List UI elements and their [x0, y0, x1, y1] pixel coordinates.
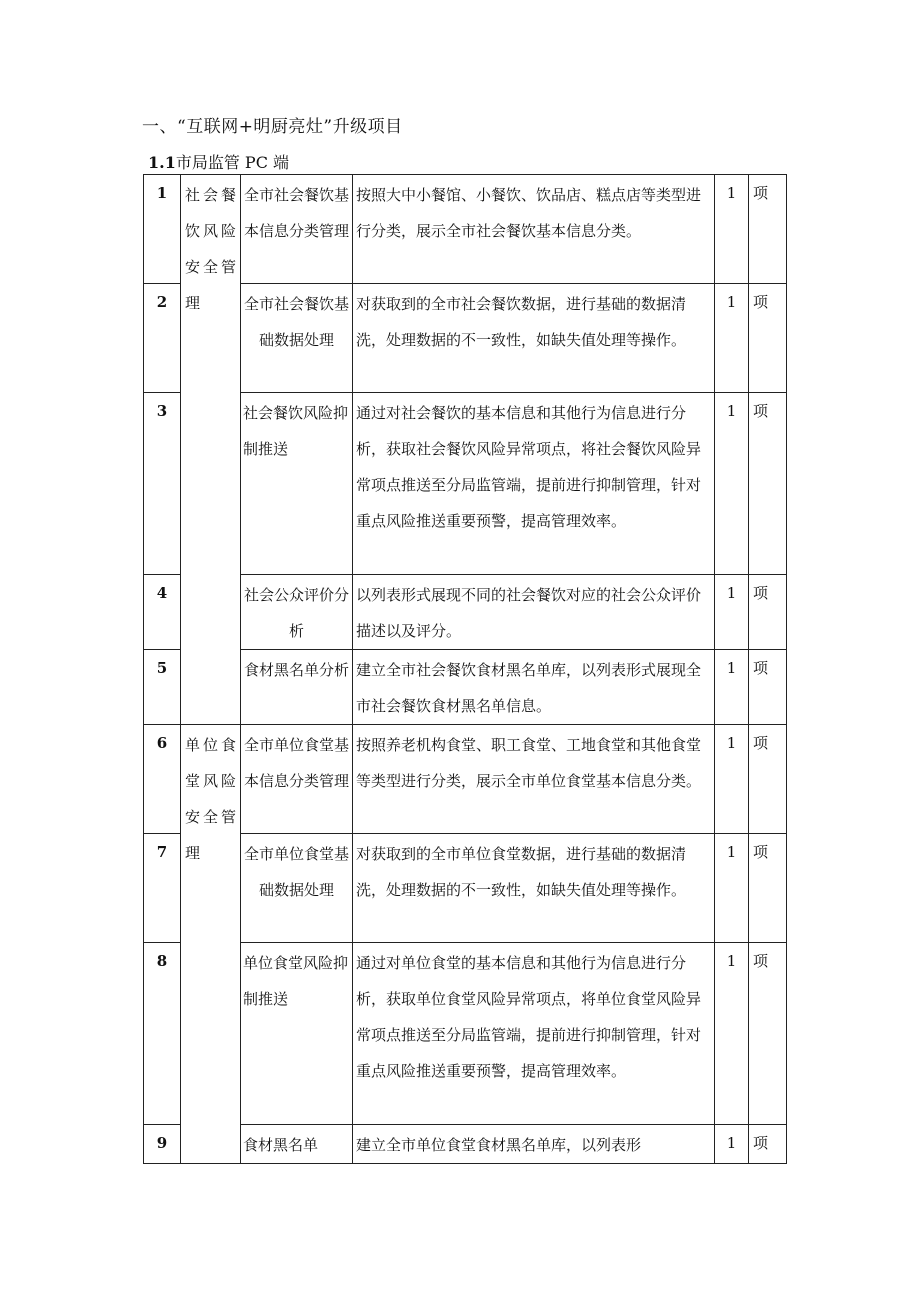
- item-name: 全市单位食堂基本信息分类管理: [241, 725, 353, 834]
- item-quantity: 1: [715, 725, 749, 834]
- item-description: 通过对单位食堂的基本信息和其他行为信息进行分析，获取单位食堂风险异常项点，将单位食堂风险异常项点推送至分局监管端，提前进行抑制管理，针对重点风险推送重要预警，提高管理效率。: [353, 943, 715, 1125]
- item-description: 对获取到的全市单位食堂数据，进行基础的数据清洗，处理数据的不一致性，如缺失值处理等操作。: [353, 834, 715, 943]
- subsection-heading: [148, 150, 289, 173]
- item-unit: 项: [749, 393, 787, 575]
- item-name: 全市单位食堂基础数据处理: [241, 834, 353, 943]
- item-name: 社会公众评价分析: [241, 575, 353, 650]
- table-row: [144, 650, 787, 725]
- item-name: 社会餐饮风险抑制推送: [241, 393, 353, 575]
- item-quantity: 1: [715, 175, 749, 284]
- row-number: 7: [144, 834, 181, 943]
- category-cell: [181, 725, 241, 1164]
- item-description: 建立全市社会餐饮食材黑名单库，以列表形式展现全市社会餐饮食材黑名单信息。: [353, 650, 715, 725]
- row-number: 4: [144, 575, 181, 650]
- item-unit: 项: [749, 175, 787, 284]
- item-unit: 项: [749, 575, 787, 650]
- item-quantity: 1: [715, 1125, 749, 1164]
- item-description: 按照大中小餐馆、小餐饮、饮品店、糕点店等类型进行分类，展示全市社会餐饮基本信息分类。: [353, 175, 715, 284]
- table-row: [144, 284, 787, 393]
- item-quantity: 1: [715, 943, 749, 1125]
- row-number: 8: [144, 943, 181, 1125]
- table-row: [144, 834, 787, 943]
- table-row: [144, 1125, 787, 1164]
- category-label: 社会餐饮风险安全管理: [185, 186, 240, 312]
- requirements-table: [143, 174, 787, 1164]
- section-heading: 一、“互联网+明厨亮灶”升级项目: [142, 117, 403, 137]
- item-quantity: 1: [715, 393, 749, 575]
- row-number: 5: [144, 650, 181, 725]
- item-description: 通过对社会餐饮的基本信息和其他行为信息进行分析，获取社会餐饮风险异常项点，将社会餐饮风险异常项点推送至分局监管端，提前进行抑制管理，针对重点风险推送重要预警，提高管理效率。: [353, 393, 715, 575]
- item-description: 以列表形式展现不同的社会餐饮对应的社会公众评价描述以及评分。: [353, 575, 715, 650]
- item-unit: 项: [749, 650, 787, 725]
- item-unit: 项: [749, 834, 787, 943]
- item-quantity: 1: [715, 575, 749, 650]
- item-quantity: 1: [715, 834, 749, 943]
- item-quantity: 1: [715, 650, 749, 725]
- subsection-title: 市局监管 PC 端: [175, 153, 290, 172]
- table-row: [144, 575, 787, 650]
- row-number: 1: [144, 175, 181, 284]
- table-row: [144, 175, 787, 284]
- item-name: 食材黑名单: [241, 1125, 353, 1164]
- subsection-number: 1.1: [148, 153, 176, 172]
- table-row: [144, 943, 787, 1125]
- item-description: 按照养老机构食堂、职工食堂、工地食堂和其他食堂等类型进行分类，展示全市单位食堂基本信息分类。: [353, 725, 715, 834]
- item-name: 全市社会餐饮基本信息分类管理: [241, 175, 353, 284]
- table-row: [144, 725, 787, 834]
- row-number: 9: [144, 1125, 181, 1164]
- item-name: 单位食堂风险抑制推送: [241, 943, 353, 1125]
- item-name: 全市社会餐饮基础数据处理: [241, 284, 353, 393]
- category-label: 单位食堂风险安全管理: [185, 736, 240, 862]
- table-row: [144, 393, 787, 575]
- item-quantity: 1: [715, 284, 749, 393]
- item-name: 食材黑名单分析: [241, 650, 353, 725]
- item-unit: 项: [749, 1125, 787, 1164]
- item-unit: 项: [749, 725, 787, 834]
- item-unit: 项: [749, 284, 787, 393]
- row-number: 3: [144, 393, 181, 575]
- row-number: 6: [144, 725, 181, 834]
- item-description: 对获取到的全市社会餐饮数据，进行基础的数据清洗，处理数据的不一致性，如缺失值处理等操作。: [353, 284, 715, 393]
- item-unit: 项: [749, 943, 787, 1125]
- category-cell: [181, 175, 241, 725]
- row-number: 2: [144, 284, 181, 393]
- item-description: 建立全市单位食堂食材黑名单库，以列表形: [353, 1125, 715, 1164]
